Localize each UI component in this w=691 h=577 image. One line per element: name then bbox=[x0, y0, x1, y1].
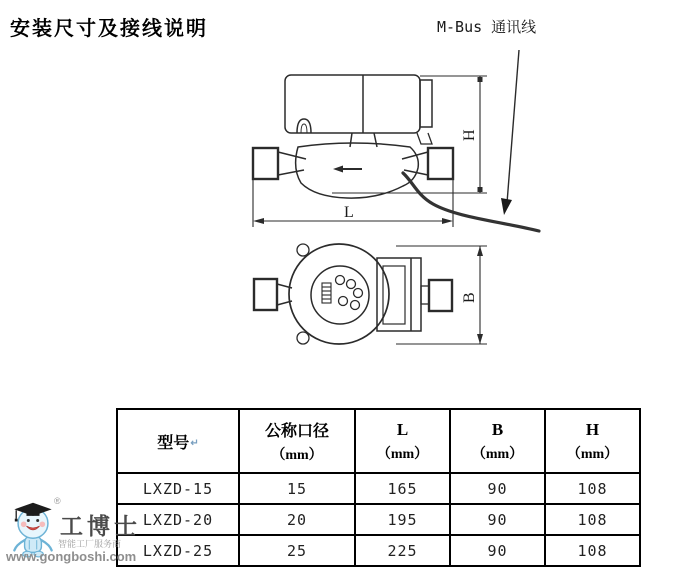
mbus-cable bbox=[403, 173, 539, 231]
paragraph-mark: ↵ bbox=[190, 437, 199, 449]
l-cell: 225 bbox=[355, 535, 450, 566]
col-header-nominal-diameter: 公称口径 （mm） bbox=[239, 409, 355, 473]
top-view-module bbox=[377, 258, 421, 331]
dn-cell: 25 bbox=[239, 535, 355, 566]
watermark-brand: 工博士 bbox=[60, 514, 141, 539]
col-header-b: B （mm） bbox=[450, 409, 545, 473]
table-row bbox=[117, 535, 640, 566]
l-cell: 165 bbox=[355, 473, 450, 504]
watermark-tagline: 智能工厂服务商 bbox=[58, 539, 122, 549]
top-view-meter-body bbox=[289, 244, 389, 344]
side-view-meter-body bbox=[296, 143, 419, 198]
page-title: 安装尺寸及接线说明 bbox=[10, 18, 208, 40]
h-cell: 108 bbox=[545, 504, 640, 535]
watermark-url: www.gongboshi.com bbox=[6, 549, 137, 564]
seal-loop bbox=[297, 119, 311, 133]
dn-cell: 15 bbox=[239, 473, 355, 504]
dim-label-b: B bbox=[461, 292, 478, 303]
col-header-l: L （mm） bbox=[355, 409, 450, 473]
col-header-model: 型号↵ bbox=[117, 409, 239, 473]
col-header-h: H （mm） bbox=[545, 409, 640, 473]
model-cell: LXZD-15 bbox=[117, 473, 239, 504]
dim-label-h: H bbox=[461, 129, 478, 141]
mbus-leader-arrow bbox=[501, 50, 519, 215]
top-right-connector bbox=[429, 280, 452, 311]
register-face bbox=[311, 266, 369, 324]
l-cell: 195 bbox=[355, 504, 450, 535]
h-cell: 108 bbox=[545, 473, 640, 504]
model-cell: LXZD-20 bbox=[117, 504, 239, 535]
model-cell: LXZD-25 bbox=[117, 535, 239, 566]
register-dials bbox=[336, 276, 363, 310]
h-cell: 108 bbox=[545, 535, 640, 566]
b-cell: 90 bbox=[450, 535, 545, 566]
table-header-row bbox=[117, 409, 640, 473]
digit-counter-window bbox=[322, 283, 331, 303]
side-right-connector bbox=[428, 148, 453, 179]
dn-cell: 20 bbox=[239, 504, 355, 535]
top-view-ear bbox=[297, 332, 309, 344]
top-view-ear bbox=[297, 244, 309, 256]
table-row bbox=[117, 473, 640, 504]
gongboshi-watermark bbox=[2, 496, 152, 574]
table-row bbox=[117, 504, 640, 535]
side-left-connector bbox=[253, 148, 278, 179]
dimension-spec-table bbox=[116, 408, 641, 567]
top-left-connector bbox=[254, 279, 277, 310]
mbus-callout-label: M-Bus 通讯线 bbox=[437, 18, 537, 36]
b-cell: 90 bbox=[450, 504, 545, 535]
dim-label-l: L bbox=[344, 204, 354, 221]
registered-mark: ® bbox=[54, 496, 61, 506]
b-cell: 90 bbox=[450, 473, 545, 504]
